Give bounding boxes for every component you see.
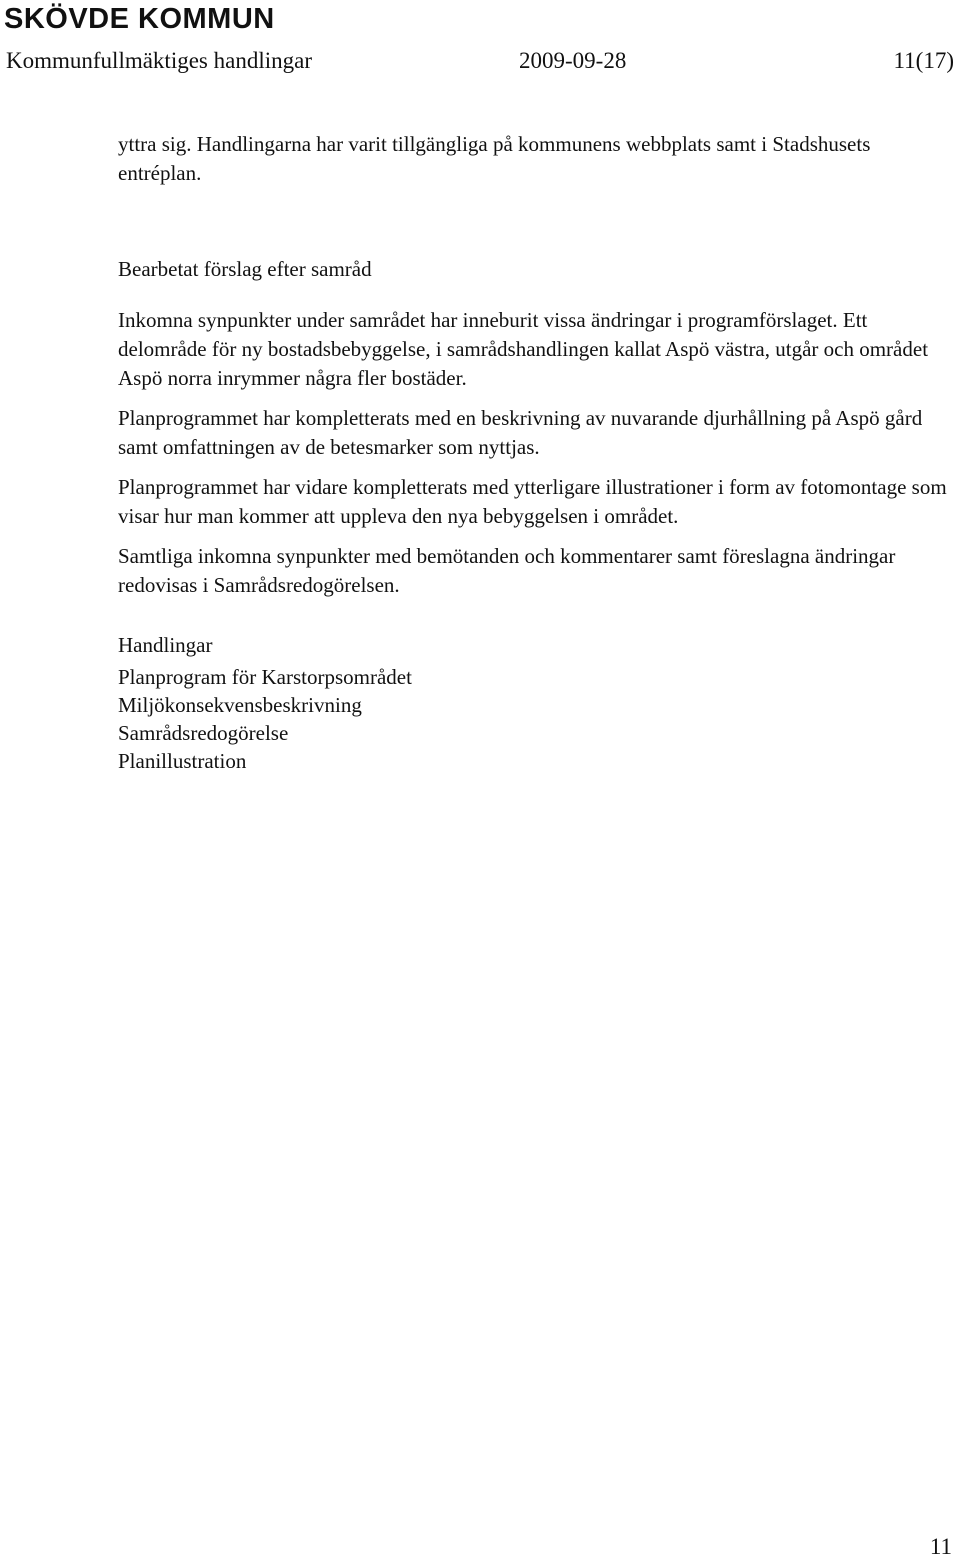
section-heading: Bearbetat förslag efter samråd xyxy=(118,257,372,281)
list-item: Samrådsredogörelse xyxy=(118,721,289,745)
document-body xyxy=(118,130,948,775)
page-indicator: 11(17) xyxy=(893,48,954,73)
list-item: Planprogram för Karstorpsområdet xyxy=(118,665,412,689)
paragraph: Inkomna synpunkter under samrådet har inneburit vissa ändringar i programförslaget. Ett delområde för ny bostadsbebyggelse, i samrådshandlingen kallat Aspö västra, utgår och området Aspö norra inrymmer några fler bostäder. xyxy=(118,308,929,390)
paragraph: Samtliga inkomna synpunkter med bemötanden och kommentarer samt föreslagna ändringar redovisas i Samrådsredogörelsen. xyxy=(118,544,896,597)
paragraph: Planprogrammet har vidare kompletterats med ytterligare illustrationer i form av fotomontage som visar hur man kommer att uppleva den nya bebyggelsen i området. xyxy=(118,475,947,528)
documents-heading: Handlingar xyxy=(118,633,213,657)
intro-paragraph: yttra sig. Handlingarna har varit tillgängliga på kommunens webbplats samt i Stadshusets entréplan. xyxy=(118,132,871,185)
paragraph: Planprogrammet har kompletterats med en beskrivning av nuvarande djurhållning på Aspö gård samt omfattningen av de betesmarker som nyttjas. xyxy=(118,406,923,459)
footer-page-number: 11 xyxy=(929,1534,952,1559)
document-date: 2009-09-28 xyxy=(519,48,627,73)
documents-list xyxy=(118,663,948,775)
page-header xyxy=(6,44,954,78)
list-item: Planillustration xyxy=(118,749,247,773)
document-title: Kommunfullmäktiges handlingar xyxy=(6,48,312,73)
list-item: Miljökonsekvensbeskrivning xyxy=(118,693,362,717)
organization-logo: SKÖVDE KOMMUN xyxy=(4,3,275,35)
